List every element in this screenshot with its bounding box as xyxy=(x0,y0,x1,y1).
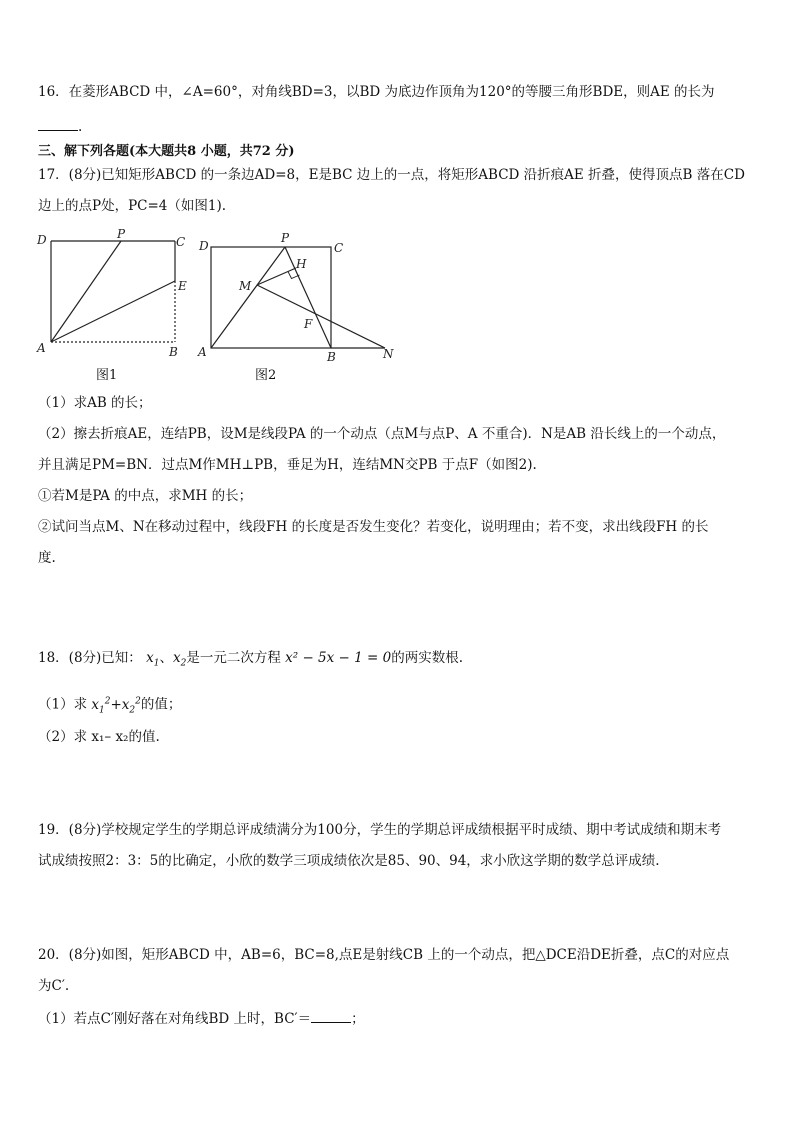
q16-stem: 16．在菱形ABCD 中，∠A=60°，对角线BD=3，以BD 为底边作顶角为120°的等腰三角形BDE，则AE 的长为 xyxy=(38,84,715,100)
fig2-segment-pa xyxy=(211,247,285,348)
q16-text xyxy=(38,82,758,102)
fig1-fold-ae xyxy=(51,281,175,342)
fig2-label-h: H xyxy=(296,257,307,271)
q18-part1 xyxy=(38,691,758,720)
q16-answer-line xyxy=(38,116,758,137)
fig1-label-b: B xyxy=(169,345,178,359)
q18-x1: $x_1$ xyxy=(146,650,160,669)
fig2-label-c: C xyxy=(334,241,344,255)
fig2-label-d: D xyxy=(199,239,209,253)
q19-line1: 19．(8分)学校规定学生的学期总评成绩满分为100分，学生的学期总评成绩根据平时成绩、期中考试成绩和期末考 xyxy=(38,822,722,838)
q16-blank-end: . xyxy=(78,119,83,135)
fig1-label-p: P xyxy=(117,228,126,241)
q18-x2: $x_2$ xyxy=(172,650,187,669)
q18-equation: x² − 5x − 1 = 0 xyxy=(285,650,392,666)
q18-stem xyxy=(38,648,758,674)
q17-sub1: ①若M是PA 的中点，求MH 的长； xyxy=(38,488,253,504)
fig1-label-a: A xyxy=(37,341,46,355)
q17-figure-2 xyxy=(195,228,405,363)
q18-prefix: 18．(8分)已知： xyxy=(38,650,142,666)
q17-sub2-line2: 度. xyxy=(38,550,56,566)
fig1-label-d: D xyxy=(37,233,47,247)
q18-mid: 是一元二次方程 xyxy=(186,650,281,666)
fig1-segment-ap xyxy=(51,241,121,342)
q20-part1 xyxy=(38,1008,758,1029)
q17-line2: 边上的点P处，PC=4（如图1). xyxy=(38,198,227,214)
q17-sub2-line1: ②试问当点M、N在移动过程中，线段FH 的长度是否发生变化？若变化，说明理由；若不变，求出线段FH 的长 xyxy=(38,519,709,535)
q20-part1-text: （1）若点C′刚好落在对角线BD 上时，BC′＝ xyxy=(38,1011,312,1027)
fig2-label-n: N xyxy=(383,347,394,361)
q17-part2-line2: 并且满足PM=BN．过点M作MH⊥PB，垂足为H，连结MN交PB 于点F（如图2). xyxy=(38,457,537,473)
q20-answer-blank[interactable] xyxy=(311,1008,351,1023)
fig2-label-a: A xyxy=(198,345,207,359)
fig2-label-f: F xyxy=(304,317,313,331)
q18-sep: 、 xyxy=(159,650,173,666)
fig1-label-e: E xyxy=(178,279,187,293)
q19-line2: 试成绩按照2：3：5的比确定，小欣的数学三项成绩依次是85、90、94，求小欣这学期的数学总评成绩. xyxy=(38,853,660,869)
fig2-label-b: B xyxy=(327,350,336,363)
q17-figure-1 xyxy=(30,228,200,363)
fig1-label-c: C xyxy=(176,235,186,249)
fig2-rectangle xyxy=(211,247,331,348)
section3-title: 三、解下列各题(本大题共8 小题，共72 分) xyxy=(38,144,295,159)
q17-part2-line1: （2）擦去折痕AE，连结PB，设M是线段PA 的一个动点（点M与点P、A 不重合)．N是AB 沿长线上的一个动点， xyxy=(38,426,726,442)
q18-part1-prefix: （1）求 xyxy=(38,696,88,713)
q18-suffix: 的两实数根. xyxy=(391,650,464,666)
q18-part2: （2）求 x₁– x₂的值. xyxy=(38,729,160,745)
q17-part1: （1）求AB 的长； xyxy=(38,395,152,411)
q18-part1-suffix: 的值； xyxy=(140,696,182,713)
fig2-segment-mn xyxy=(257,285,385,348)
q20-line2: 为C′. xyxy=(38,978,70,994)
fig2-label-m: M xyxy=(239,279,252,293)
q17-line1: 17．(8分)已知矩形ABCD 的一条边AD=8，E是BC 边上的一点，将矩形ABCD 沿折痕AE 折叠，使得顶点B 落在CD xyxy=(38,167,745,183)
fig2-label-p: P xyxy=(281,231,290,245)
fig2-caption: 图2 xyxy=(255,368,277,383)
fig1-caption: 图1 xyxy=(96,368,118,383)
q18-part1-expression: $x_1^2+x_2^2$ xyxy=(91,696,141,716)
q16-answer-blank[interactable] xyxy=(38,116,78,131)
q20-part1-end: ； xyxy=(351,1011,365,1027)
fig2-segment-pb xyxy=(285,247,331,348)
q20-line1: 20．(8分)如图，矩形ABCD 中，AB=6，BC=8,点E是射线CB 上的一个动点，把△DCE沿DE折叠，点C的对应点 xyxy=(38,947,730,963)
